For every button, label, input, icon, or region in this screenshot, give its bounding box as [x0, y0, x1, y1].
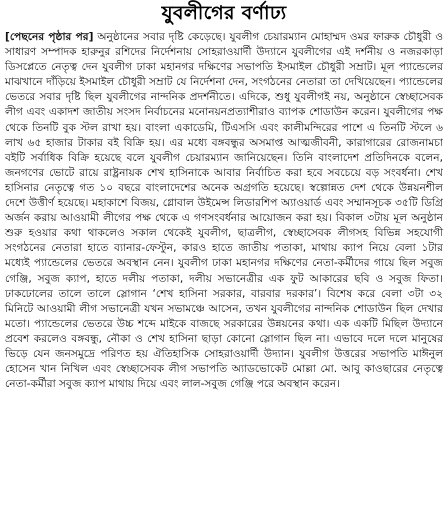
article-body-text: অনুষ্ঠানের সবার দৃষ্টি কেড়েছে। যুবলীগ চেয়ারম্যান মোহাম্মদ ওমর ফারুক চৌধুরী ও সাধারণ সম্পাদক হারুনুর রশিদের নির্দেশনায় সোহরাওয়ার্দী উদ্যানে যুবলীগের এই দর্শনীয় ও নজরকাড়া ডিসপ্লেতে নেতৃত্ব দেন যুবলীগ ঢাকা মহানগর দক্ষিণের সভাপতি ইসমাইল চৌধুরী সম্রাট। মূল প্যান্ডেলের মাঝখানে দাঁড়িয়ে ইসমাইল চৌধুরী সম্রাট যে নির্দেশনা দেন, সংগঠনের নেতারা তা দেখিয়েছেন। প্যান্ডেলের ভেতরে সবার দৃষ্টি ছিল যুবলীগের নান্দনিক প্রদর্শনীতে। এদিকে, শুধু যুবলীগই নয়, অনুষ্ঠানে স্বেচ্ছাসেবক লীগ এবং একাদশ জাতীয় সংসদ নির্বাচনের মনোনয়নপ্রত্যাশীরাও ব্যাপক শোডাউন করেন। যুবলীগের পক্ষ থেকে তিনটি বুক স্টল রাখা হয়। বাংলা একাডেমি, টিএসসি এবং কালীমন্দিরের পাশে এ তিনটি স্টলে ৬ লাখ ৬৫ হাজার টাকার বই বিক্রি হয়। এর মধ্যে বঙ্গবন্ধুর অসমাপ্ত আত্মজীবনী, কারাগারের রোজনামচা বইটি সর্বাধিক বিক্রি হয়েছে বলে যুবলীগ চেয়ারম্যান জানিয়েছেন। তিনি বাংলাদেশ প্রতিদিনকে বলেন, জনগণের ভোটে রায়ে রাষ্ট্রনায়ক শেখ হাসিনাকে আবার নির্বাচিত করা হবে সবচেয়ে বড় সংবর্ধনা। শেখ হাসিনার নেতৃত্বে গত ১০ বছরে বাংলাদেশের অনেক অগ্রগতি হয়েছে। স্বল্পোন্নত দেশ থেকে উন্নয়নশীল দেশে উত্তীর্ণ হয়েছে। মহাকাশে বিজয়, গ্লোবাল উইমেন্স লিডারশিপ অ্যাওয়ার্ড এবং সম্মানসূচক ৩৫টি ডিগ্রি অর্জন করায় আওয়ামী লীগের পক্ষ থেকে এ গণসংবর্ধনার আয়োজন করা হয়। বিকাল ৩টায় মূল অনুষ্ঠান শুরু হওয়ার কথা থাকলেও সকাল থেকেই যুবলীগ, ছাত্রলীগ, স্বেচ্ছাসেবক লীগসহ বিভিন্ন সহযোগী সংগঠনের নেতারা হাতে ব্যানার-ফেস্টুন, কারও হাতে জাতীয় পতাকা, মাথায় ক্যাপ নিয়ে বেলা ১টার মধ্যেই প্যান্ডেলের ভেতরে অবস্থান নেন। যুবলীগ ঢাকা মহানগর দক্ষিণের নেতা-কর্মীদের গায়ে ছিল সবুজ গেঞ্জি, সবুজ ক্যাপ, হাতে দলীয় পতাকা, দলীয় সভানেত্রীর এক ফুট আকারের ছবি ও সবুজ ফিতা। ঢাকঢোলের তালে তালে স্লোগান ‘শেখ হাসিনা সরকার, বারবার দরকার’। বিশেষ করে বেলা ৩টা ৩২ মিনিটে আওয়ামী লীগ সভানেত্রী যখন সভামঞ্চে আসেন, তখন যুবলীগের নান্দনিক শোডাউন ছিল দেখার মতো। প্যান্ডেলের ভেতরে উচ্চ শব্দে মাইকে বাজছে সরকারের উন্নয়নের কথা। এক একটি মিছিল উদ্যানে প্রবেশ করলেও বঙ্গবন্ধু, নৌকা ও শেখ হাসিনা ছাড়া কোনো স্লোগান ছিল না। এভাবে দলে দলে মানুষের ভিড়ে যেন জনসমুদ্রে পরিণত হয় ঐতিহাসিক সোহরাওয়ার্দী উদ্যান। যুবলীগ উত্তরের সভাপতি মাঈনুল হোসেন খান নিখিল এবং স্বেচ্ছাসেবক লীগ সভাপতি অ্যাডভোকেট মোল্লা মো. আবু কাওছারের নেতৃত্বে নেতা-কর্মীরা সবুজ ক্যাপ মাথায় দিয়ে এবং লাল-সবুজ গেঞ্জি পরে অবস্থান করেন। — [5, 31, 443, 391]
continued-from-marker: [পেছনের পৃষ্ঠার পর] — [5, 31, 94, 43]
article-headline: যুবলীগের বর্ণাঢ্য — [161, 2, 287, 24]
article-body — [5, 30, 443, 392]
